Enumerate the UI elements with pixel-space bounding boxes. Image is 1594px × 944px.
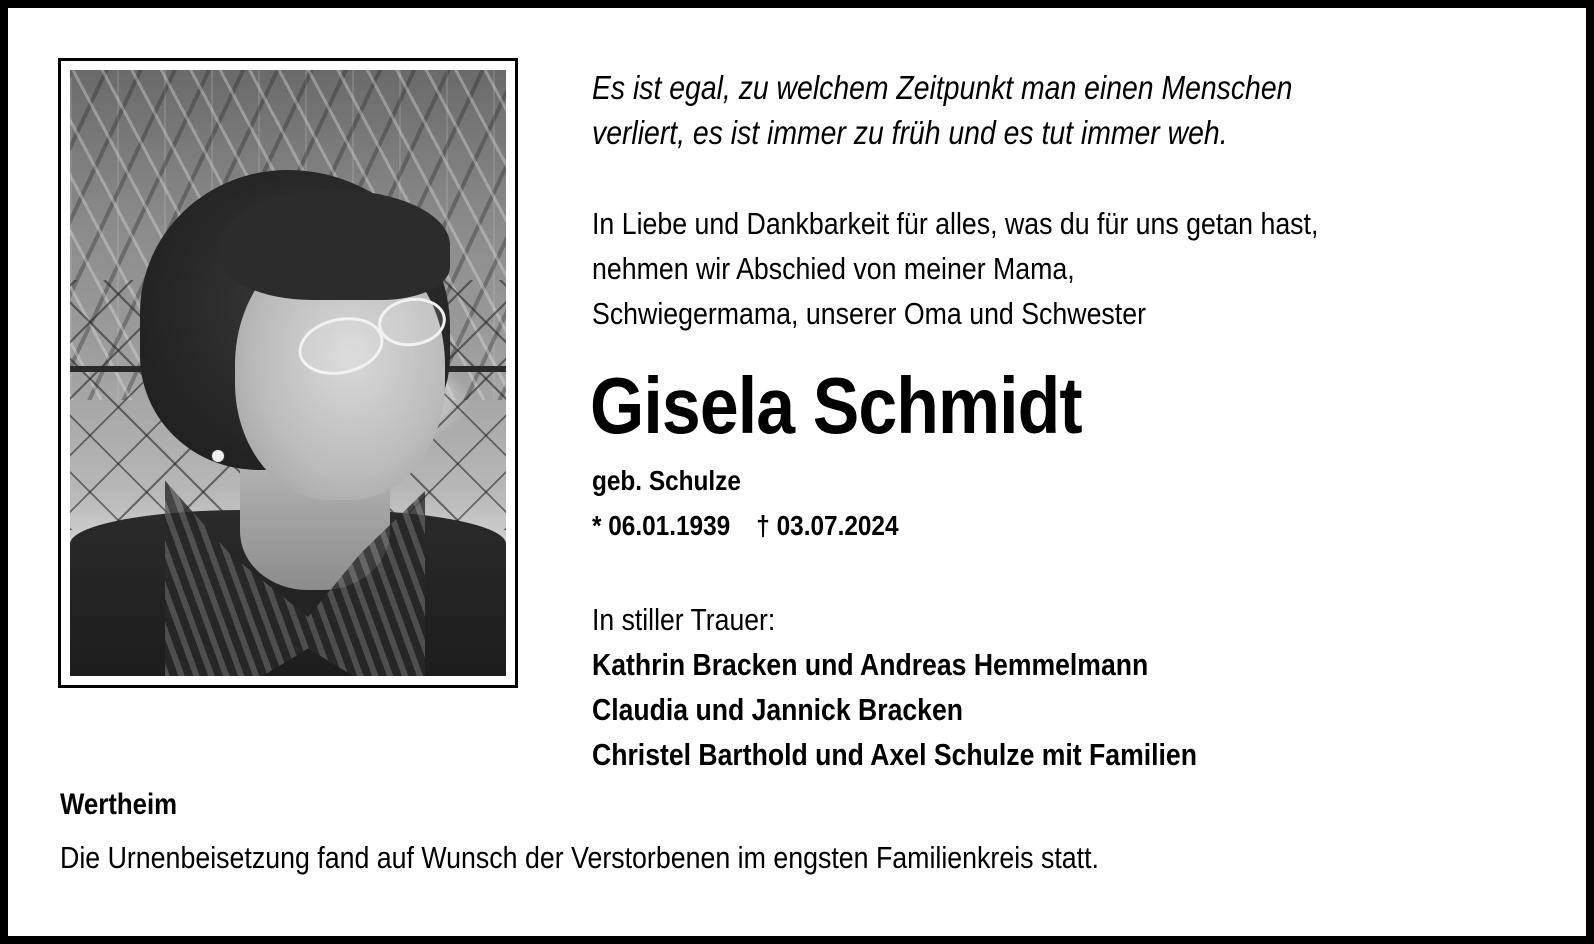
quote-line: Es ist egal, zu welchem Zeitpunkt man einen Menschen: [592, 69, 1293, 106]
death-date: 03.07.2024: [776, 510, 899, 541]
dedication-line: nehmen wir Abschied von meiner Mama,: [592, 251, 1075, 286]
dedication-text: [592, 201, 1318, 336]
portrait-photo: [70, 70, 506, 676]
dedication-line: Schwiegermama, unserer Oma und Schwester: [592, 296, 1146, 331]
dedication-line: In Liebe und Dankbarkeit für alles, was du für uns getan hast,: [592, 206, 1319, 241]
maiden-name: geb. Schulze: [592, 465, 741, 496]
earring-icon: [212, 450, 224, 462]
mourners-heading: In stiller Trauer:: [592, 602, 776, 637]
life-dates: [592, 503, 899, 548]
deceased-name: Gisela Schmidt: [590, 361, 1082, 450]
burial-note: Die Urnenbeisetzung fand auf Wunsch der Verstorbenen im engsten Familienkreis statt.: [60, 840, 1099, 875]
mourner-name: Kathrin Bracken und Andreas Hemmelmann: [592, 647, 1149, 682]
birth-star-icon: *: [592, 510, 602, 541]
mourner-name: Claudia und Jannick Bracken: [592, 692, 964, 727]
quote-line: verliert, es ist immer zu früh und es tut immer weh.: [592, 114, 1228, 151]
photo-bangs: [220, 190, 450, 300]
memorial-quote: [592, 65, 1292, 155]
mourner-name: Christel Barthold und Axel Schulze mit Familien: [592, 737, 1197, 772]
birth-date: 06.01.1939: [608, 510, 731, 541]
place-name: Wertheim: [60, 788, 178, 821]
deceased-details: [592, 458, 899, 548]
mourners-section: [592, 597, 1197, 777]
portrait-frame: [58, 58, 518, 688]
cross-icon: †: [756, 510, 770, 541]
